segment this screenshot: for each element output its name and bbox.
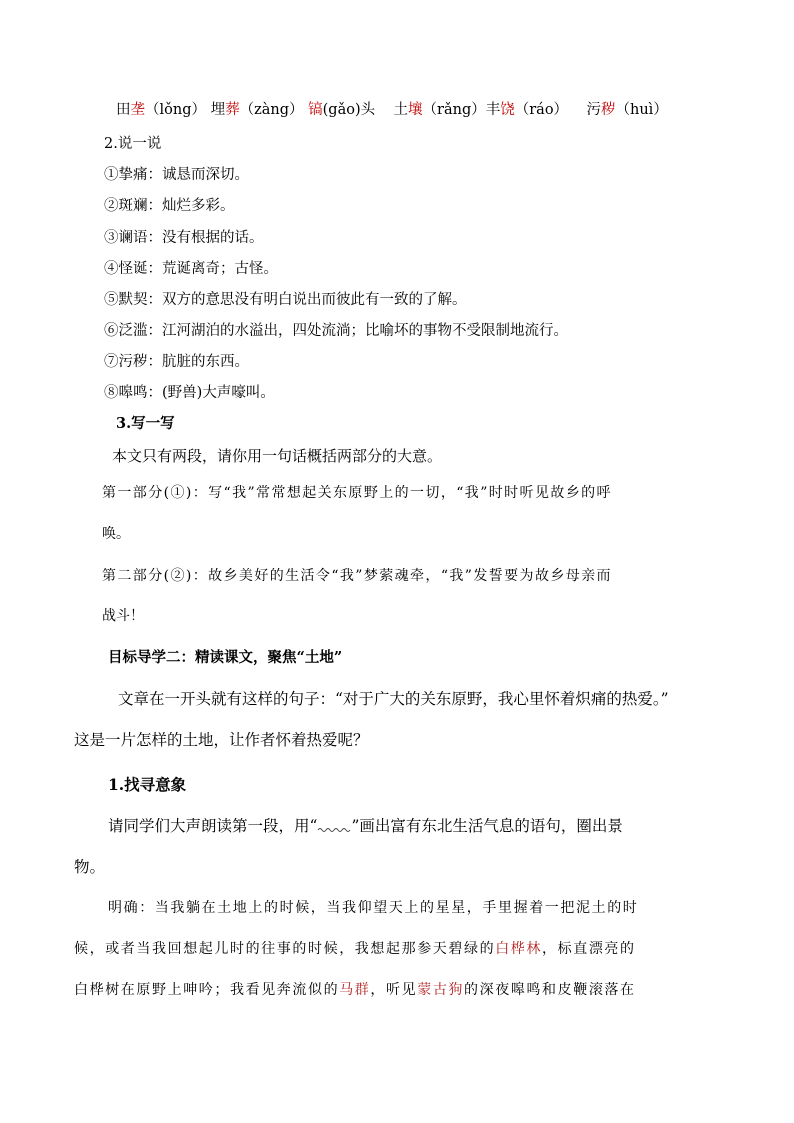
definition-item: ⑥泛滥：江河湖泊的水溢出，四处流淌；比喻坏的事物不受限制地流行。	[104, 323, 568, 339]
task-text-pre: 请同学们大声朗读第一段，用“	[108, 817, 318, 835]
word-prefix: 埋	[210, 102, 226, 118]
task-text	[108, 816, 623, 836]
answer-line: 明确：当我躺在土地上的时候，当我仰望天上的星星，手里握着一把泥土的时	[108, 900, 639, 916]
definition-item: ⑤默契：双方的意思没有明白说出而彼此有一致的了解。	[104, 292, 467, 308]
summary-part1: 第一部分(①)：写“我”常常想起关东原野上的一切，“我”时时听见故乡的呼	[102, 485, 612, 501]
answer-line	[74, 980, 636, 1000]
answer-line	[74, 939, 636, 959]
pinyin: （ráo）	[514, 102, 569, 118]
highlight-char: 垄	[130, 102, 145, 118]
definition-item: ⑧嗥鸣：(野兽)大声嚎叫。	[104, 385, 275, 401]
imagery-highlight: 马群	[339, 982, 371, 998]
answer-text: ，听见	[370, 982, 418, 998]
pinyin-line	[116, 100, 668, 120]
section-heading: 2.说一说	[104, 136, 162, 152]
answer-text: 的深夜嗥鸣和皮鞭滚落在	[464, 982, 636, 998]
summary-part2-cont: 战斗！	[102, 608, 144, 624]
wavy-underline-icon	[317, 818, 351, 830]
task-text-post: ”画出富有东北生活气息的语句，圈出景	[351, 817, 623, 835]
definition-item: ①挚痛：诚恳而深切。	[104, 167, 249, 183]
definition-item: ③谰语：没有根据的话。	[104, 230, 264, 246]
pinyin: （zàng）	[239, 102, 304, 118]
pinyin: （huì）	[615, 102, 668, 118]
word-prefix: 土	[393, 102, 409, 118]
definition-item: ④怪诞：荒诞离奇；古怪。	[104, 261, 278, 277]
definition-item: ②斑斓：灿烂多彩。	[104, 198, 235, 214]
answer-text: ，标直漂亮的	[542, 941, 636, 957]
word-prefix: 污	[586, 102, 601, 118]
definition-item: ⑦污秽：肮脏的东西。	[104, 354, 249, 370]
word-prefix: 田	[116, 102, 131, 118]
imagery-highlight: 白桦林	[495, 941, 543, 957]
highlight-char: 镐	[308, 102, 323, 118]
imagery-highlight: 蒙古狗	[417, 982, 465, 998]
pinyin: （rǎng）	[422, 102, 486, 118]
section-heading: 3.写一写	[116, 415, 175, 432]
goal-paragraph-cont: 这是一片怎样的土地，让作者怀着热爱呢？	[74, 731, 369, 749]
highlight-char: 葬	[225, 102, 240, 118]
summary-part1-cont: 唤。	[102, 526, 130, 542]
summary-part2: 第二部分(②)：故乡美好的生活令“我”梦萦魂牵，“我”发誓要为故乡母亲而	[102, 568, 612, 584]
highlight-char: 壤	[408, 102, 423, 118]
goal-paragraph: 文章在一开头就有这样的句子：“对于广大的关东原野，我心里怀着炽痛的热爱。”	[118, 690, 669, 708]
word-prefix: 丰	[485, 102, 501, 118]
highlight-char: 饶	[500, 102, 515, 118]
subsection-heading: 1.找寻意象	[108, 775, 187, 794]
pinyin: (gǎo)头	[322, 102, 376, 118]
instruction-text: 本文只有两段，请你用一句话概括两部分的大意。	[112, 447, 443, 465]
answer-text: 白桦树在原野上呻吟；我看见奔流似的	[74, 982, 340, 998]
highlight-char: 秽	[601, 102, 616, 118]
pinyin: （lǒng）	[145, 102, 206, 118]
goal-heading: 目标导学二：精读课文，聚焦“土地”	[108, 649, 343, 666]
task-text-cont: 物。	[74, 858, 106, 876]
answer-text: 候，或者当我回想起儿时的往事的时候，我想起那参天碧绿的	[74, 941, 496, 957]
